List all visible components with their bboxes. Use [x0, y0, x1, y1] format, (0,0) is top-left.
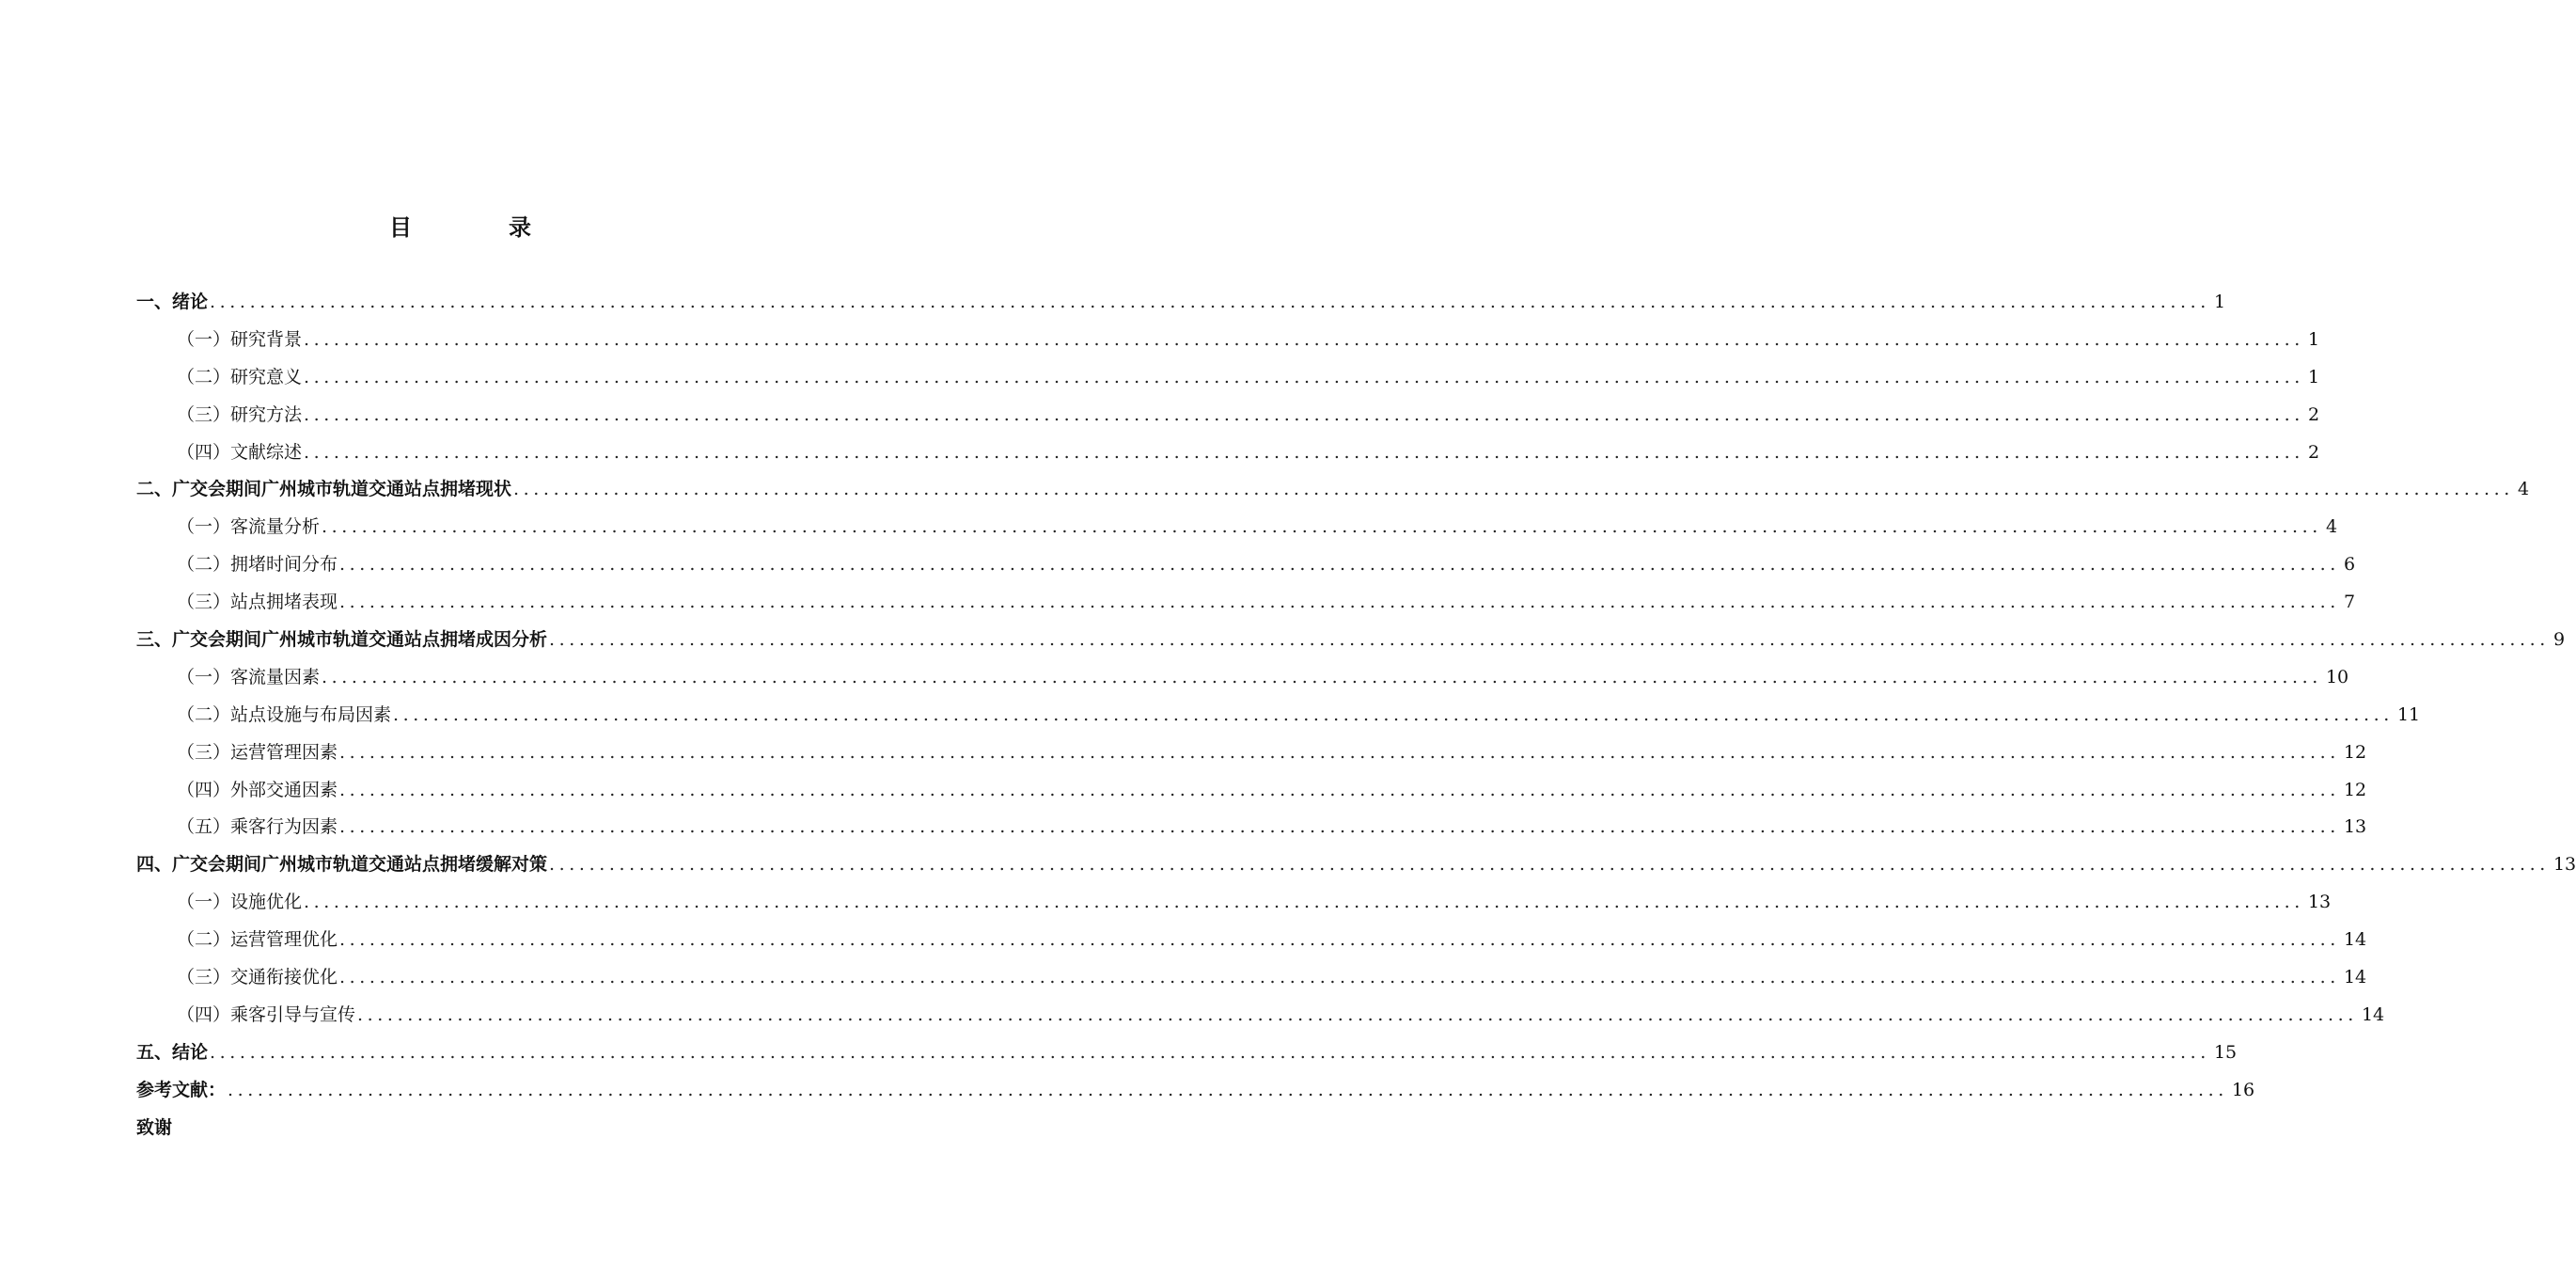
toc-entry[interactable]	[136, 397, 2320, 434]
toc-entry-label: （二）运营管理优化	[177, 929, 338, 951]
toc-entry-page-number: 4	[2517, 479, 2530, 500]
toc-entry[interactable]	[136, 471, 2530, 509]
toc-entry-label: （一）客流量因素	[177, 666, 321, 687]
toc-entry[interactable]	[136, 997, 2385, 1035]
dot-leader: ........................................................................................................................................................................................................	[339, 554, 2340, 576]
toc-entry-label: 参考文献：	[136, 1079, 227, 1100]
toc-entry[interactable]	[136, 959, 2367, 997]
page-title	[0, 209, 893, 246]
toc-entry-page-number: 14	[2361, 1003, 2385, 1025]
dot-leader: ........................................................................................................................................................................................................	[304, 403, 2304, 425]
toc-entry[interactable]	[136, 322, 2320, 359]
dot-leader: ........................................................................................................................................................................................................	[339, 967, 2340, 988]
toc-entry[interactable]	[136, 1110, 788, 1147]
toc-entry-page-number: 13	[2552, 854, 2576, 876]
toc-entry-page-number: 6	[2343, 554, 2356, 576]
toc-entry-page-number: 1	[2307, 366, 2320, 387]
toc-entry-page-number: 13	[2307, 892, 2332, 913]
toc-entry-label: （一）研究背景	[177, 328, 303, 350]
dot-leader: ........................................................................................................................................................................................................	[339, 929, 2340, 951]
toc-entry-label: （四）乘客引导与宣传	[177, 1003, 356, 1025]
toc-entry[interactable]	[136, 622, 2566, 659]
dot-leader: ........................................................................................................................................................................................................	[549, 854, 2550, 876]
dot-leader: ........................................................................................................................................................................................................	[304, 366, 2304, 387]
toc-entry-page-number: 1	[2213, 292, 2226, 312]
toc-entry-label: 致谢	[136, 1116, 173, 1138]
toc-entry[interactable]	[136, 359, 2320, 397]
toc-entry-page-number: 10	[2325, 666, 2349, 687]
page-title-char: 录	[509, 214, 531, 241]
toc-entry[interactable]	[136, 846, 2576, 884]
toc-entry-label: （一）设施优化	[177, 892, 303, 913]
dot-leader: ........................................................................................................................................................................................................	[322, 516, 2322, 538]
toc-entry-page-number: 12	[2343, 741, 2367, 763]
toc-entry-label: （三）研究方法	[177, 403, 303, 425]
toc-entry[interactable]	[136, 546, 2356, 584]
toc-entry-page-number: 4	[2325, 516, 2338, 538]
dot-leader: ........................................................................................................................................................................................................	[228, 1079, 2228, 1100]
dot-leader: ........................................................................................................................................................................................................	[304, 892, 2304, 913]
toc-entry-label: 三、广交会期间广州城市轨道交通站点拥堵成因分析	[136, 629, 548, 651]
dot-leader: ........................................................................................................................................................................................................	[513, 479, 2514, 500]
dot-leader: ........................................................................................................................................................................................................	[339, 592, 2340, 613]
toc-entry-label: （二）研究意义	[177, 366, 303, 387]
toc-entry[interactable]	[136, 884, 2332, 922]
toc-entry-page-number: 11	[2396, 703, 2421, 725]
dot-leader: ........................................................................................................................................................................................................	[304, 441, 2304, 463]
toc-entry[interactable]	[136, 809, 2367, 846]
dot-leader: ........................................................................................................................................................................................................	[339, 741, 2340, 763]
toc-entry-label: 一、绪论	[136, 292, 209, 312]
toc-entry[interactable]	[136, 772, 2367, 810]
toc-entry-label: （四）文献综述	[177, 441, 303, 463]
toc-entry-page-number: 12	[2343, 779, 2367, 800]
toc-entry-page-number: 13	[2343, 816, 2367, 838]
toc-entry[interactable]	[136, 509, 2338, 546]
dot-leader: ........................................................................................................................................................................................................	[549, 629, 2550, 651]
toc-entry[interactable]	[136, 584, 2356, 622]
dot-leader: ........................................................................................................................................................................................................	[357, 1003, 2358, 1025]
toc-entry-label: （一）客流量分析	[177, 516, 321, 538]
toc-entry-label: （三）运营管理因素	[177, 741, 338, 763]
toc-entry-page-number: 2	[2307, 403, 2320, 425]
toc-entry-label: 二、广交会期间广州城市轨道交通站点拥堵现状	[136, 479, 512, 500]
toc-entry-page-number: 16	[2231, 1079, 2255, 1100]
toc-entry[interactable]	[136, 434, 2320, 472]
toc-entry-label: 四、广交会期间广州城市轨道交通站点拥堵缓解对策	[136, 854, 548, 876]
dot-leader: ........................................................................................................................................................................................................	[210, 292, 2210, 312]
toc-entry-label: （五）乘客行为因素	[177, 816, 338, 838]
toc-entry-page-number: 2	[2307, 441, 2320, 463]
toc-entry-page-number: 7	[2343, 592, 2356, 613]
toc-entry[interactable]	[136, 1072, 2255, 1110]
dot-leader: ........................................................................................................................................................................................................	[304, 328, 2304, 350]
toc-entry-page-number: 14	[2343, 929, 2367, 951]
toc-entry[interactable]	[136, 697, 2421, 735]
toc-entry-page-number: 15	[2213, 1041, 2238, 1063]
toc-entry[interactable]	[136, 284, 2226, 322]
page-title-char: 目	[389, 214, 412, 241]
toc-entry-label: 五、结论	[136, 1041, 209, 1063]
dot-leader: ........................................................................................................................................................................................................	[339, 816, 2340, 838]
toc-entry-label: （四）外部交通因素	[177, 779, 338, 800]
dot-leader: ........................................................................................................................................................................................................	[322, 666, 2322, 687]
toc-entry-label: （二）拥堵时间分布	[177, 554, 338, 576]
toc-entry-label: （三）站点拥堵表现	[177, 592, 338, 613]
toc-entry-label: （三）交通衔接优化	[177, 967, 338, 988]
toc-entry-page-number: 1	[2307, 328, 2320, 350]
toc-entry-label: （二）站点设施与布局因素	[177, 703, 392, 725]
toc-entry-page-number: 9	[2552, 629, 2566, 651]
toc-entry-page-number: 14	[2343, 967, 2367, 988]
dot-leader: ........................................................................................................................................................................................................	[210, 1041, 2210, 1063]
table-of-contents	[136, 284, 2576, 1146]
toc-entry[interactable]	[136, 1035, 2238, 1072]
toc-entry[interactable]	[136, 735, 2367, 772]
toc-entry[interactable]	[136, 922, 2367, 959]
dot-leader: ........................................................................................................................................................................................................	[339, 779, 2340, 800]
toc-entry[interactable]	[136, 659, 2349, 697]
dot-leader: ........................................................................................................................................................................................................	[393, 703, 2394, 725]
